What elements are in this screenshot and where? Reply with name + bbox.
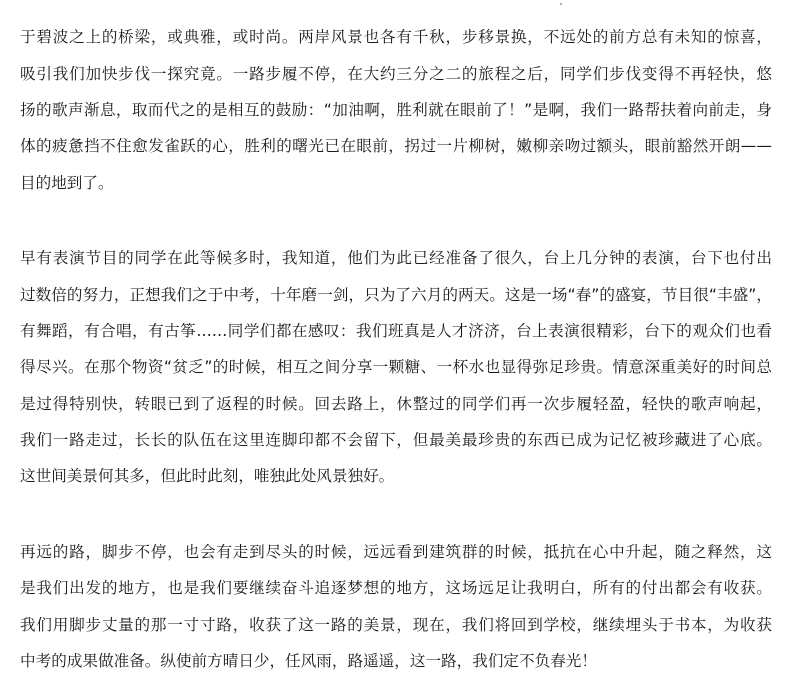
text-line: 吸引我们加快步伐一探究竟。一路步履不停，在大约三分之二的旅程之后，同学们步伐变得不再轻快，悠: [20, 65, 772, 83]
text-line: 扬的歌声渐息，取而代之的是相互的鼓励：“加油啊，胜利就在眼前了！”是啊，我们一路帮扶着向前走，身: [20, 101, 772, 119]
text-line: 过数倍的努力，正想我们之于中考，十年磨一剑，只为了六月的两天。这是一场“春”的盛宴，节目很“丰盛”，: [20, 286, 772, 304]
text-line: 体的疲惫挡不住愈发雀跃的心，胜利的曙光已在眼前，拐过一片柳树，嫩柳亲吻过额头，眼前豁然开朗——: [20, 137, 772, 155]
text-line: 目的地到了。: [20, 174, 114, 192]
text-line: 这世间美景何其多，但此时此刻，唯独此处风景独好。: [20, 467, 395, 485]
text-line: 我们用脚步丈量的那一寸寸路，收获了这一路的美景，现在，我们将回到学校，继续埋头于书本，为收获: [20, 616, 772, 634]
text-line: 是过得特别快，转眼已到了返程的时候。回去路上，休整过的同学们再一次步履轻盈，轻快的歌声响起，: [20, 395, 772, 413]
text-line: 得尽兴。在那个物资“贫乏”的时候，相互之间分享一颗糖、一杯水也显得弥足珍贵。情意深重美好的时间总: [20, 358, 772, 376]
text-line: 再远的路，脚步不停，也会有走到尽头的时候，远远看到建筑群的时候，抵抗在心中升起，随之释然，这: [20, 543, 772, 561]
text-line: 有舞蹈，有合唱，有古筝……同学们都在感叹：我们班真是人才济济，台上表演很精彩，台下的观众们也看: [20, 322, 772, 340]
speck-mark: [560, 3, 562, 5]
text-line: 是我们出发的地方，也是我们要继续奋斗追逐梦想的地方，这场远足让我明白，所有的付出都会有收获。: [20, 579, 772, 597]
text-line: 我们一路走过，长长的队伍在这里连脚印都不会留下，但最美最珍贵的东西已成为记忆被珍藏进了心底。: [20, 431, 772, 449]
text-line: 中考的成果做准备。纵使前方晴日少，任风雨，路遥遥，这一路，我们定不负春光！: [20, 652, 597, 670]
text-line: 早有表演节目的同学在此等候多时，我知道，他们为此已经准备了很久，台上几分钟的表演，台下也付出: [20, 249, 772, 267]
text-line: 于碧波之上的桥梁，或典雅，或时尚。两岸风景也各有千秋，步移景换，不远处的前方总有未知的惊喜，: [20, 28, 772, 46]
